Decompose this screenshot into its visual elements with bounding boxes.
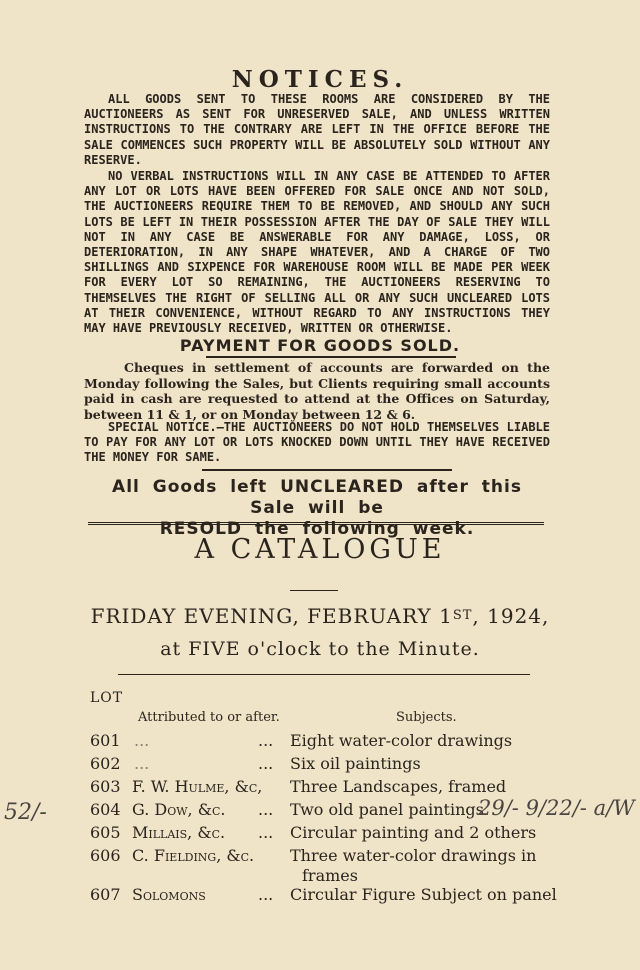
lot-attribution: C. Fielding, &c. <box>132 846 255 865</box>
notice-paragraph-unreserved: ALL GOODS SENT TO THESE ROOMS ARE CONSIDERED BY THE AUCTIONEERS AS SENT FOR UNRESERVED SALE, AND UNLESS WRITTEN INSTRUCTIONS TO THE CONTRARY ARE LEFT IN THE OFFICE BEFORE THE SALE COMMENCES SUCH PROPERTY WILL BE ABSOLUTELY SOLD WITHOUT ANY RESERVE. <box>84 92 550 167</box>
sale-date-main: FRIDAY EVENING, FEBRUARY 1 <box>90 604 453 628</box>
lot-attribution: Millais, &c. <box>132 823 226 842</box>
handwritten-margin-note: 52/- <box>4 800 47 825</box>
lot-subject-continuation: frames <box>302 866 358 885</box>
lot-leader-dots: ... <box>258 885 274 904</box>
sale-date <box>0 604 640 628</box>
divider-rule <box>202 469 452 471</box>
sale-time: at FIVE o'clock to the Minute. <box>160 638 480 660</box>
lot-column-header: LOT <box>90 690 124 706</box>
lot-number: 606 <box>90 846 121 865</box>
payment-heading-underline <box>206 356 456 358</box>
lot-number: 604 <box>90 800 121 819</box>
uncleared-line-1: All Goods left UNCLEARED after this Sale will be <box>112 477 522 518</box>
lot-attribution: F. W. Hulme, &c, <box>132 777 263 796</box>
lot-number: 602 <box>90 754 121 773</box>
lot-subject: Three Landscapes, framed <box>290 777 507 796</box>
catalogue-title: A CATALOGUE <box>194 534 446 565</box>
notices-title: NOTICES. <box>231 66 409 93</box>
lot-number: 607 <box>90 885 121 904</box>
payment-heading: PAYMENT FOR GOODS SOLD. <box>179 336 461 355</box>
uncleared-line-2: RESOLD the following week. <box>159 519 475 539</box>
sale-date-year: , 1924, <box>472 604 550 628</box>
uncleared-notice <box>84 477 550 540</box>
special-notice-text: —THE AUCTIONEERS DO NOT HOLD THEMSELVES LIABLE TO PAY FOR ANY LOT OR LOTS KNOCKED DOWN UNTIL THEY HAVE RECEIVED THE MONEY FOR SAME. <box>84 420 550 465</box>
lot-attribution: ... <box>134 731 150 750</box>
lot-subject: Eight water-color drawings <box>290 731 513 750</box>
double-divider-rule <box>88 522 544 529</box>
attributed-column-header: Attributed to or after. <box>138 710 280 725</box>
handwritten-price-note: 29/- 9/22/- a/W <box>478 796 635 820</box>
table-top-rule <box>118 674 530 675</box>
lot-leader-dots: ... <box>258 731 274 750</box>
lot-attribution: Solomons <box>132 885 206 904</box>
sale-date-ordinal: ST <box>452 608 473 623</box>
lot-leader-dots: ... <box>258 823 274 842</box>
special-notice-label: SPECIAL NOTICE. <box>108 420 217 434</box>
lot-leader-dots: ... <box>258 754 274 773</box>
lot-subject: Circular painting and 2 others <box>290 823 537 842</box>
lot-number: 603 <box>90 777 121 796</box>
cheques-paragraph: Cheques in settlement of accounts are forwarded on the Monday following the Sales, but Clients requiring small accounts paid in cash are requested to attend at the Offices on Saturday, between 11 & 1, or on Monday between 12 & 6. <box>84 360 550 422</box>
lot-leader-dots: ... <box>258 800 274 819</box>
lot-subject: Three water-color drawings in <box>290 846 537 865</box>
lot-number: 601 <box>90 731 121 750</box>
notice-paragraph-verbal-instructions: NO VERBAL INSTRUCTIONS WILL IN ANY CASE BE ATTENDED TO AFTER ANY LOT OR LOTS HAVE BEEN OFFERED FOR SALE ONCE AND NOT SOLD, THE AUCTIONEERS REQUIRE THEM TO BE REMOVED, AND SHOULD ANY SUCH LOTS BE LEFT IN THEIR POSSESSION AFTER THE DAY OF SALE THEY WILL NOT IN ANY CASE BE ANSWERABLE FOR ANY DAMAGE, LOSS, OR DETERIORATION, IN ANY SHAPE WHATEVER, AND A CHARGE OF TWO SHILLINGS AND SIXPENCE FOR WAREHOUSE ROOM WILL BE MADE PER WEEK FOR EVERY LOT SO REMAINING, THE AUCTIONEERS RESERVING TO THEMSELVES THE RIGHT OF SELLING ALL OR ANY SUCH UNCLEARED LOTS AT THEIR CONVENIENCE, WITHOUT REGARD TO ANY INSTRUCTIONS THEY MAY HAVE PREVIOUSLY RECEIVED, WRITTEN OR OTHERWISE. <box>84 169 550 336</box>
short-divider-rule <box>290 590 338 591</box>
subjects-column-header: Subjects. <box>396 710 457 725</box>
lot-subject: Six oil paintings <box>290 754 421 773</box>
lot-subject: Two old panel paintings <box>290 800 484 819</box>
lot-attribution: G. Dow, &c. <box>132 800 226 819</box>
lot-subject: Circular Figure Subject on panel <box>290 885 557 904</box>
lot-number: 605 <box>90 823 121 842</box>
lot-attribution: ... <box>134 754 150 773</box>
special-notice <box>84 420 550 466</box>
